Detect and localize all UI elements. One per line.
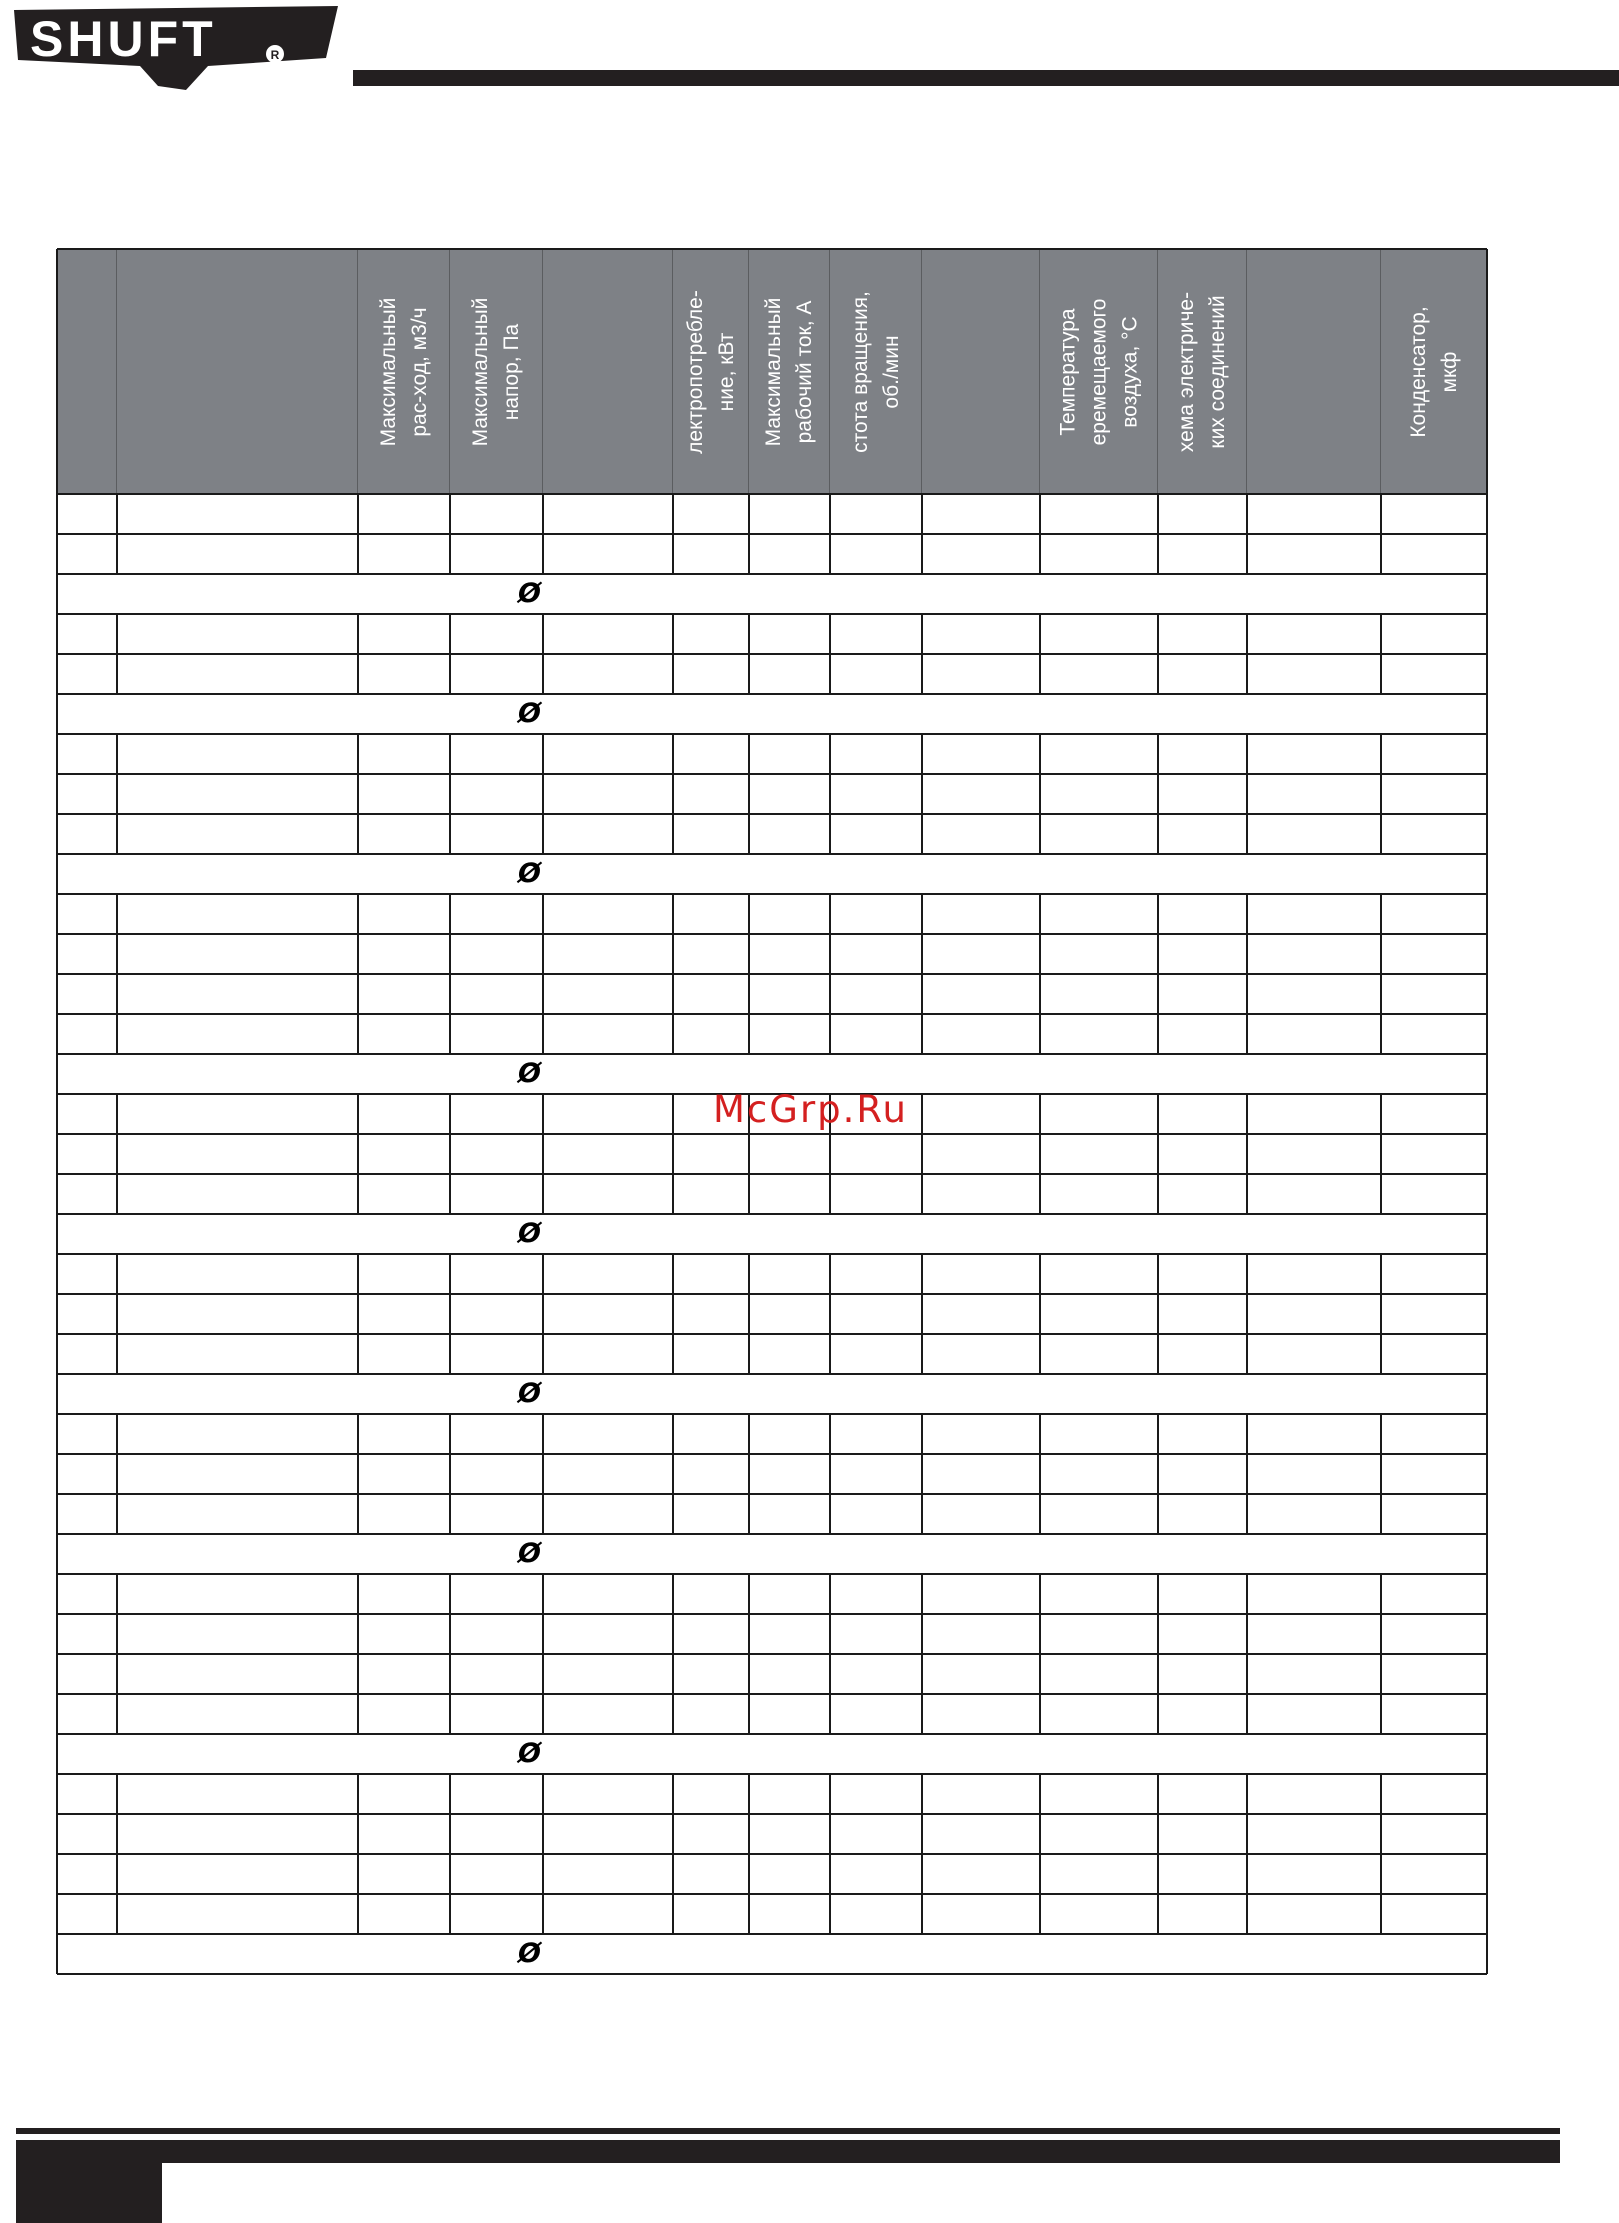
table-column-rule (449, 1774, 451, 1934)
table-row-rule (57, 973, 1487, 975)
table-column-rule (1380, 494, 1382, 574)
table-column-rule (1157, 894, 1159, 1054)
table-row-rule (57, 613, 1487, 615)
watermark: McGrp.Ru (713, 1088, 908, 1131)
registered-mark: R (270, 48, 280, 62)
section-diameter-symbol: Ø (518, 1738, 541, 1769)
table-column-rule (357, 1094, 359, 1214)
column-header-label: Максимальный напор, Па (469, 297, 523, 446)
table-row-rule (57, 1533, 1487, 1535)
table-column-rule (357, 1774, 359, 1934)
header-cell (673, 249, 749, 494)
table-column-rule (357, 614, 359, 694)
header-bar (353, 70, 1619, 86)
table-column-rule (542, 1094, 544, 1214)
table-column-rule (1039, 1414, 1041, 1534)
table-column-rule (829, 1774, 831, 1934)
table-column-rule (829, 1574, 831, 1734)
table-row-rule (57, 1293, 1487, 1295)
table-row-rule (57, 1213, 1487, 1215)
footer-bar (16, 2140, 1560, 2163)
table-column-rule (672, 1414, 674, 1534)
table-column-rule (748, 894, 750, 1054)
table-column-rule (449, 1094, 451, 1214)
table-column-rule (449, 1414, 451, 1534)
table-column-rule (672, 614, 674, 694)
column-header-label: хема электриче- ких соединений (1175, 291, 1229, 452)
table-column-rule (1039, 494, 1041, 574)
table-column-rule (1157, 734, 1159, 854)
section-diameter-symbol: Ø (518, 578, 541, 609)
table-column-rule (1157, 494, 1159, 574)
table-column-rule (542, 734, 544, 854)
table-column-rule (449, 734, 451, 854)
table-column-rule (1157, 1574, 1159, 1734)
table-row-rule (57, 693, 1487, 695)
table-row-rule (57, 1893, 1487, 1895)
table-row-rule (57, 1613, 1487, 1615)
table-column-rule (449, 1254, 451, 1374)
table-column-rule (1246, 894, 1248, 1054)
table-column-rule (672, 1094, 674, 1214)
table-column-rule (357, 734, 359, 854)
table-column-rule (1157, 1414, 1159, 1534)
section-diameter-symbol: Ø (518, 698, 541, 729)
table-column-rule (672, 1774, 674, 1934)
section-diameter-symbol: Ø (518, 1938, 541, 1969)
section-diameter-symbol: Ø (518, 858, 541, 889)
table-column-rule (542, 1774, 544, 1934)
table-column-rule (1246, 1574, 1248, 1734)
header-cell (922, 249, 1040, 494)
table-row-rule (57, 1453, 1487, 1455)
table-column-rule (748, 1414, 750, 1534)
table-column-rule (829, 1414, 831, 1534)
table-column-rule (1157, 1254, 1159, 1374)
table-row-rule (57, 893, 1487, 895)
table-row-rule (57, 1053, 1487, 1055)
table-column-rule (357, 1574, 359, 1734)
header-cell (358, 249, 450, 494)
table-column-rule (1380, 894, 1382, 1054)
table-row-rule (57, 1933, 1487, 1935)
table-column-rule (116, 894, 118, 1054)
table-row-rule (57, 1853, 1487, 1855)
table-column-rule (1039, 894, 1041, 1054)
table-column-rule (672, 734, 674, 854)
table-column-rule (116, 494, 118, 574)
logo-text: SHUFT (30, 11, 217, 67)
header-cell (57, 249, 117, 494)
table-column-rule (449, 1574, 451, 1734)
table-column-rule (921, 734, 923, 854)
table-row-rule (57, 1333, 1487, 1335)
table-top-rule (57, 248, 1487, 250)
table-column-rule (357, 1414, 359, 1534)
table-row-rule (57, 1813, 1487, 1815)
table-row-rule (57, 1693, 1487, 1695)
table-column-rule (1380, 1414, 1382, 1534)
section-diameter-symbol: Ø (518, 1058, 541, 1089)
table-column-rule (1157, 1774, 1159, 1934)
header-cell (450, 249, 543, 494)
table-column-rule (1380, 1254, 1382, 1374)
table-row-rule (57, 1013, 1487, 1015)
header-cell (1247, 249, 1381, 494)
table-column-rule (829, 494, 831, 574)
table-row-rule (57, 1573, 1487, 1575)
table-column-rule (1039, 1254, 1041, 1374)
table-column-rule (116, 1254, 118, 1374)
table-column-rule (921, 1094, 923, 1214)
table-column-rule (357, 494, 359, 574)
header-cell (543, 249, 673, 494)
table-column-rule (449, 894, 451, 1054)
table-column-rule (116, 614, 118, 694)
table-column-rule (748, 1574, 750, 1734)
table-row-rule (57, 1733, 1487, 1735)
table-column-rule (1246, 1254, 1248, 1374)
table-column-rule (672, 1574, 674, 1734)
table-row-rule (57, 1493, 1487, 1495)
table-row-rule (57, 1173, 1487, 1175)
table-column-rule (1380, 1094, 1382, 1214)
table-row-rule (57, 573, 1487, 575)
table-column-rule (829, 614, 831, 694)
column-header-label: Температура еремещаемого воздуха, °С (1056, 298, 1141, 445)
table-column-rule (116, 1774, 118, 1934)
table-row-rule (57, 493, 1487, 495)
table-column-rule (1246, 1414, 1248, 1534)
table-row-rule (57, 853, 1487, 855)
shuft-logo (8, 0, 348, 96)
table-column-rule (921, 1254, 923, 1374)
section-diameter-symbol: Ø (518, 1538, 541, 1569)
header-cell (1040, 249, 1158, 494)
table-row-rule (57, 1253, 1487, 1255)
table-column-rule (542, 1574, 544, 1734)
table-row-rule (57, 1413, 1487, 1415)
header-cell (117, 249, 358, 494)
table-column-rule (56, 249, 58, 1974)
table-column-rule (829, 734, 831, 854)
table-column-rule (1380, 614, 1382, 694)
column-header-label: Максимальный рас-ход, м3/ч (376, 297, 431, 446)
table-column-rule (116, 1094, 118, 1214)
table-column-rule (672, 494, 674, 574)
table-column-rule (921, 494, 923, 574)
table-column-rule (921, 1414, 923, 1534)
header-cell (749, 249, 830, 494)
table-row-rule (57, 773, 1487, 775)
table-column-rule (1157, 614, 1159, 694)
table-row-rule (57, 533, 1487, 535)
page-number-block (16, 2140, 162, 2223)
table-column-rule (1039, 1574, 1041, 1734)
table-column-rule (1246, 734, 1248, 854)
table-column-rule (1246, 1774, 1248, 1934)
table-column-rule (1380, 1574, 1382, 1734)
table-column-rule (116, 1414, 118, 1534)
table-row-rule (57, 733, 1487, 735)
table-column-rule (1039, 1094, 1041, 1214)
table-column-rule (1246, 494, 1248, 574)
table-column-rule (116, 1574, 118, 1734)
table-column-rule (357, 894, 359, 1054)
table-column-rule (1380, 1774, 1382, 1934)
table-row-rule (57, 1653, 1487, 1655)
table-row-rule (57, 933, 1487, 935)
footer-rule (16, 2128, 1560, 2134)
table-column-rule (921, 614, 923, 694)
table-column-rule (748, 1254, 750, 1374)
table-column-rule (542, 614, 544, 694)
table-column-rule (829, 894, 831, 1054)
table-column-rule (921, 894, 923, 1054)
table-column-rule (1039, 614, 1041, 694)
table-column-rule (542, 894, 544, 1054)
table-column-rule (748, 1774, 750, 1934)
table-row-rule (57, 1773, 1487, 1775)
table-column-rule (449, 614, 451, 694)
table-column-rule (748, 734, 750, 854)
table-column-rule (672, 1254, 674, 1374)
table-column-rule (1246, 1094, 1248, 1214)
column-header-label: Конденсатор, мкф (1406, 305, 1461, 438)
table-column-rule (449, 494, 451, 574)
table-row-rule (57, 1373, 1487, 1375)
table-column-rule (748, 494, 750, 574)
column-header-label: лектропотребле- ние, кВт (683, 289, 738, 454)
table-row-rule (57, 653, 1487, 655)
table-column-rule (542, 1414, 544, 1534)
table-column-rule (1039, 734, 1041, 854)
table-column-rule (921, 1774, 923, 1934)
header-cell (830, 249, 922, 494)
table-column-rule (542, 1254, 544, 1374)
table-column-rule (1486, 249, 1488, 1974)
table-column-rule (1157, 1094, 1159, 1214)
header-cell (1381, 249, 1487, 494)
table-column-rule (672, 894, 674, 1054)
table-row-rule (57, 1133, 1487, 1135)
column-header-label: стота вращения, об./мин (848, 290, 903, 453)
header-cell (1158, 249, 1247, 494)
column-header-label: Максимальный рабочий ток, А (762, 297, 816, 446)
table-row-rule (57, 1973, 1487, 1975)
table-column-rule (1380, 734, 1382, 854)
table-column-rule (1039, 1774, 1041, 1934)
section-diameter-symbol: Ø (518, 1218, 541, 1249)
table-column-rule (1246, 614, 1248, 694)
table-column-rule (116, 734, 118, 854)
table-column-rule (921, 1574, 923, 1734)
table-column-rule (542, 494, 544, 574)
table-column-rule (748, 614, 750, 694)
section-diameter-symbol: Ø (518, 1378, 541, 1409)
table-row-rule (57, 813, 1487, 815)
table-column-rule (357, 1254, 359, 1374)
table-column-rule (829, 1254, 831, 1374)
